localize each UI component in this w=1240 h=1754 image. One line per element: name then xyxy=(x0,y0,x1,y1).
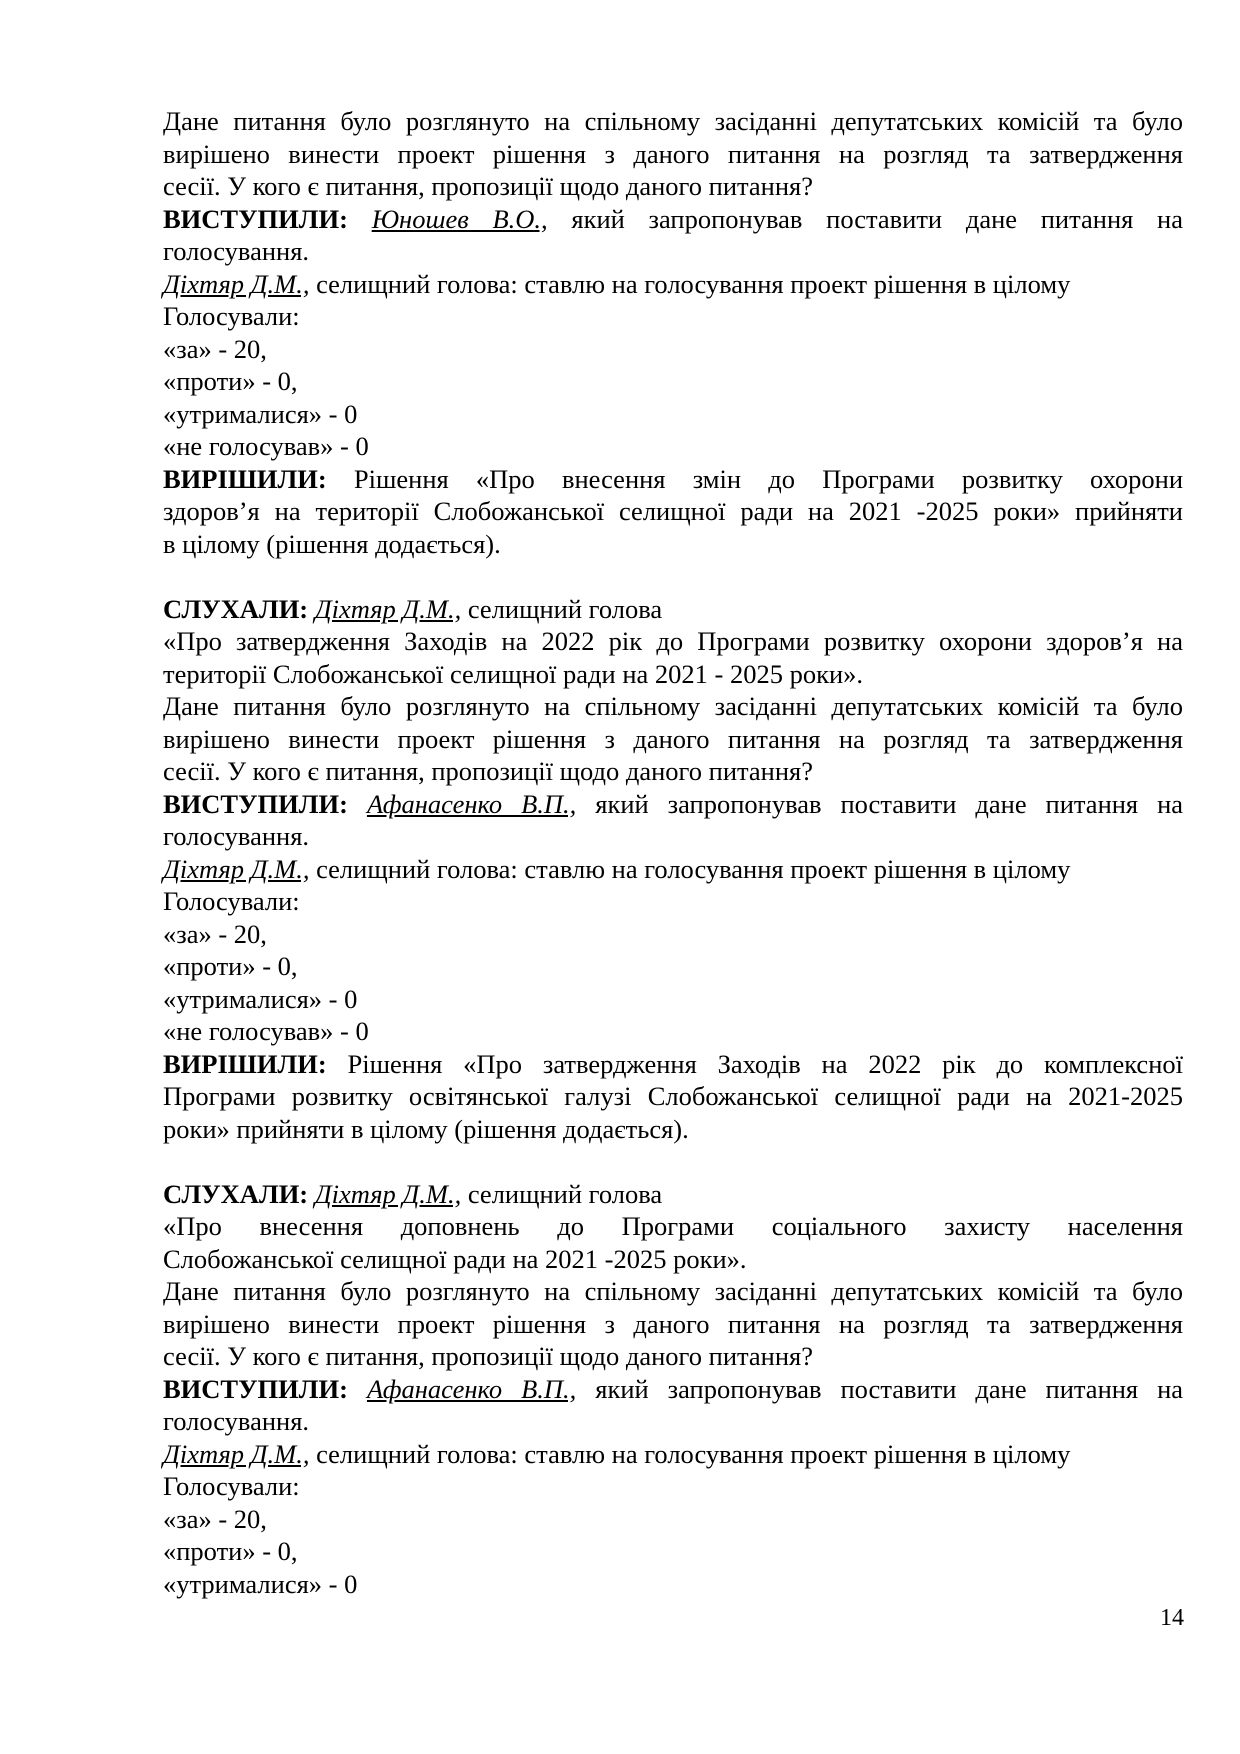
heard-role: селищний голова xyxy=(467,1178,663,1209)
decided-line: Програми розвитку освітянської галузі Слобожанської селищної ради на 2021-2025 xyxy=(163,1081,1183,1111)
spoke-continuation: голосування. xyxy=(163,1406,310,1436)
spoke-line xyxy=(163,788,1183,821)
spoke-line xyxy=(163,203,1183,236)
vote-against: «проти» - 0, xyxy=(163,366,298,396)
vote-against: «проти» - 0, xyxy=(163,951,298,981)
vote-abstained: «утрималися» - 0 xyxy=(163,1568,358,1599)
decided-text: Рішення «Про внесення змін до Програми розвитку охорони xyxy=(353,463,1183,494)
decided-label: ВИРІШИЛИ: xyxy=(163,463,327,494)
heard-name: Діхтяр Д.М., xyxy=(314,1178,462,1209)
vote-for: «за» - 20, xyxy=(163,333,267,364)
vote-not-voted: «не голосував» - 0 xyxy=(163,1016,369,1046)
decided-line xyxy=(163,1048,1183,1081)
vote-not-voted: «не голосував» - 0 xyxy=(163,431,369,461)
chair-text: селищний голова: ставлю на голосування проект рішення в цілому xyxy=(316,268,1071,299)
discussion-line: вирішено винести проект рішення з даного питання на розгляд та затвердження xyxy=(163,1308,1183,1339)
spoke-label: ВИСТУПИЛИ: xyxy=(163,203,348,234)
decided-text: Рішення «Про затвердження Заходів на 2022 рік до комплексної xyxy=(347,1048,1183,1079)
chair-name: Діхтяр Д.М., xyxy=(163,1438,310,1469)
heard-line xyxy=(163,593,1183,626)
vote-for: «за» - 20, xyxy=(163,918,267,949)
chair-line xyxy=(163,1438,1183,1471)
vote-abstained: «утрималися» - 0 xyxy=(163,398,358,429)
discussion-line: Дане питання було розглянуто на спільному засіданні депутатських комісій та було xyxy=(163,1276,1183,1306)
votes-heading: Голосували: xyxy=(163,886,300,916)
discussion-line: сесії. У кого є питання, пропозиції щодо даного питання? xyxy=(163,1341,813,1371)
page-number: 14 xyxy=(1160,1605,1184,1631)
votes-heading: Голосували: xyxy=(163,1471,300,1501)
votes-heading: Голосували: xyxy=(163,301,300,331)
heard-line xyxy=(163,1178,1183,1211)
heard-name: Діхтяр Д.М., xyxy=(314,593,462,624)
discussion-line: сесії. У кого є питання, пропозиції щодо даного питання? xyxy=(163,756,813,786)
vote-abstained: «утрималися» - 0 xyxy=(163,983,358,1014)
spoke-continuation: голосування. xyxy=(163,821,310,851)
speaker-name: Афанасенко В.П., xyxy=(366,1373,577,1404)
decided-line xyxy=(163,463,1183,496)
agenda-item-2 xyxy=(163,593,1183,1146)
spoke-label: ВИСТУПИЛИ: xyxy=(163,1373,348,1404)
spoke-text: який запропонував поставити дане питання на xyxy=(595,788,1184,819)
discussion-line: сесії. У кого є питання, пропозиції щодо даного питання? xyxy=(163,171,813,201)
vote-against: «проти» - 0, xyxy=(163,1536,298,1566)
heard-label: СЛУХАЛИ: xyxy=(163,1178,309,1209)
chair-text: селищний голова: ставлю на голосування проект рішення в цілому xyxy=(316,853,1071,884)
discussion-line: Дане питання було розглянуто на спільному засіданні депутатських комісій та було xyxy=(163,106,1183,136)
agenda-item-1 xyxy=(163,105,1183,560)
spoke-text: який запропонував поставити дане питання на xyxy=(571,203,1184,234)
decided-line: в цілому (рішення додається). xyxy=(163,528,501,559)
chair-name: Діхтяр Д.М., xyxy=(163,268,310,299)
spoke-label: ВИСТУПИЛИ: xyxy=(163,788,348,819)
item-title-line: «Про затвердження Заходів на 2022 рік до Програми розвитку охорони здоров’я на xyxy=(163,626,1183,656)
spoke-continuation: голосування. xyxy=(163,236,310,266)
agenda-item-3 xyxy=(163,1178,1183,1601)
page-content xyxy=(163,105,1183,1600)
chair-name: Діхтяр Д.М., xyxy=(163,853,310,884)
item-title-line: Слобожанської селищної ради на 2021 -2025 роки». xyxy=(163,1243,747,1274)
chair-text: селищний голова: ставлю на голосування проект рішення в цілому xyxy=(316,1438,1071,1469)
speaker-name: Афанасенко В.П., xyxy=(366,788,577,819)
spoke-text: який запропонував поставити дане питання на xyxy=(595,1373,1184,1404)
chair-line xyxy=(163,268,1183,301)
discussion-line: вирішено винести проект рішення з даного питання на розгляд та затвердження xyxy=(163,723,1183,754)
item-title-line: території Слобожанської селищної ради на 2021 - 2025 роки». xyxy=(163,658,864,689)
heard-label: СЛУХАЛИ: xyxy=(163,593,309,624)
decided-line: роки» прийняти в цілому (рішення додається). xyxy=(163,1113,689,1144)
discussion-line: Дане питання було розглянуто на спільному засіданні депутатських комісій та було xyxy=(163,691,1183,721)
heard-role: селищний голова xyxy=(467,593,663,624)
spoke-line xyxy=(163,1373,1183,1406)
chair-line xyxy=(163,853,1183,886)
decided-label: ВИРІШИЛИ: xyxy=(163,1048,327,1079)
vote-for: «за» - 20, xyxy=(163,1503,267,1534)
speaker-name: Юношев В.О., xyxy=(371,203,548,234)
discussion-line: вирішено винести проект рішення з даного питання на розгляд та затвердження xyxy=(163,138,1183,169)
decided-line: здоров’я на території Слобожанської селищної ради на 2021 -2025 роки» прийняти xyxy=(163,496,1183,526)
item-title-line: «Про внесення доповнень до Програми соціального захисту населення xyxy=(163,1211,1183,1241)
